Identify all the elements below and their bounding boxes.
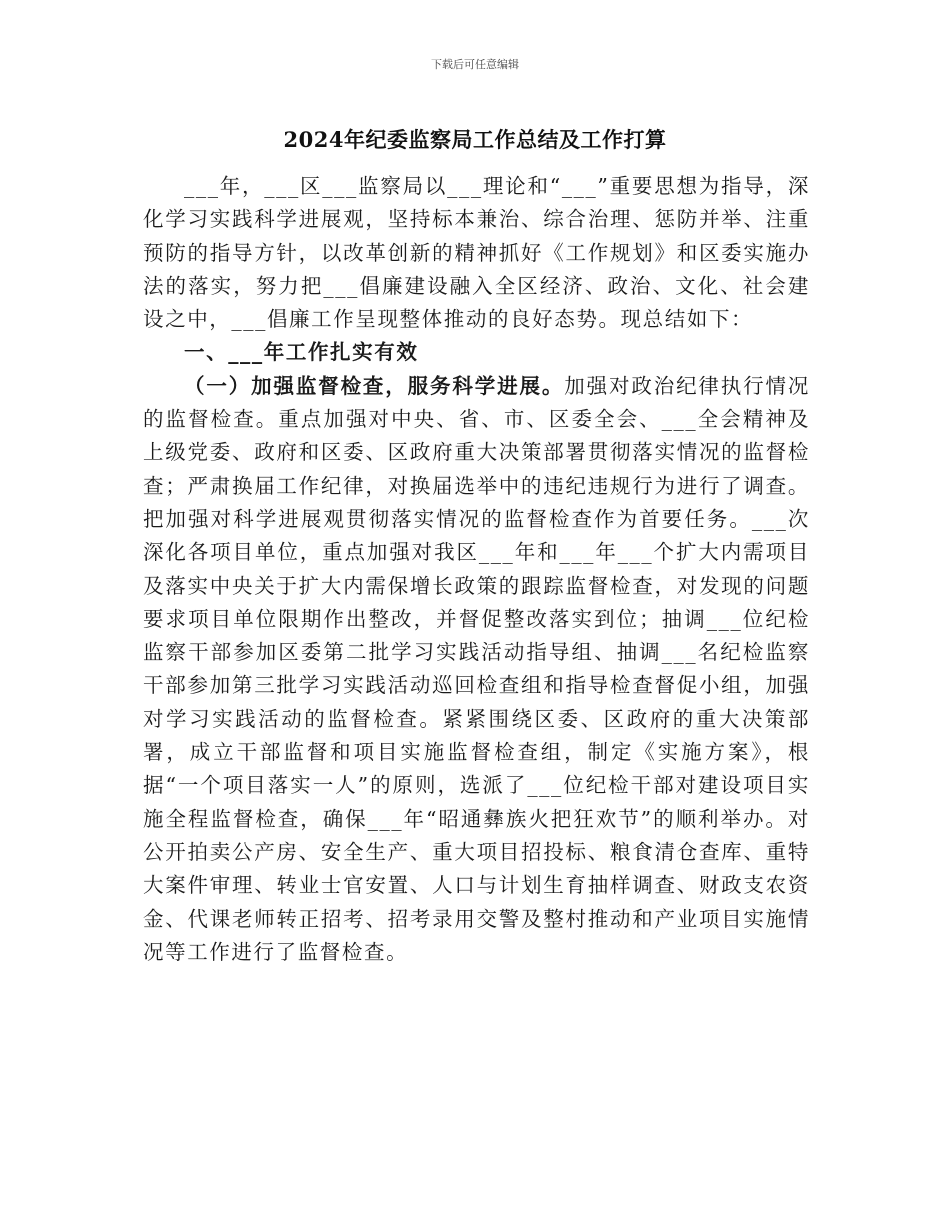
document-body [143, 170, 810, 969]
section-heading: 一、___年工作扎实有效 [184, 340, 419, 365]
subsection-text: 加强对政治纪律执行情况的监督检查。重点加强对中央、省、市、区委全会、___全会精神及上级党委、政府和区委、区政府重大决策部署贯彻落实情况的监督检查；严肃换届工作纪律，对换届选举中的违纪违规行为进行了调查。把加强对科学进展观贯彻落实情况的监督检查作为首要任务。___次深化各项目单位，重点加强对我区___年和___年___个扩大内需项目及落实中央关于扩大内需保增长政策的跟踪监督检查，对发现的问题要求项目单位限期作出整改，并督促整改落实到位；抽调___位纪检监察干部参加区委第二批学习实践活动指导组、抽调___名纪检监察干部参加第三批学习实践活动巡回检查组和指导检查督促小组，加强对学习实践活动的监督检查。紧紧围绕区委、区政府的重大决策部署，成立干部监督和项目实施监督检查组，制定《实施方案》，根据“一个项目落实一人”的原则，选派了___位纪检干部对建设项目实施全程监督检查，确保___年“昭通彝族火把狂欢节”的顺利举办。对公开拍卖公产房、安全生产、重大项目招投标、粮食清仓查库、重特大案件审理、转业士官安置、人口与计划生育抽样调查、财政支农资金、代课老师转正招考、招考录用交警及整村推动和产业项目实施情况等工作进行了监督检查。 [143, 373, 810, 964]
header-note: 下载后可任意编辑 [431, 58, 519, 71]
subsection-paragraph [143, 370, 810, 969]
intro-paragraph: ___年，___区___监察局以___理论和“___”重要思想为指导，深化学习实践科学进展观，坚持标本兼治、综合治理、惩防并举、注重预防的指导方针，以改革创新的精神抓好《工作规划》和区委实施办法的落实，努力把___倡廉建设融入全区经济、政治、文化、社会建设之中，___倡廉工作呈现整体推动的良好态势。现总结如下： [143, 174, 810, 332]
subsection-lead: （一）加强监督检查，服务科学进展。 [184, 373, 565, 398]
document-title: 2024年纪委监察局工作总结及工作打算 [283, 127, 667, 152]
